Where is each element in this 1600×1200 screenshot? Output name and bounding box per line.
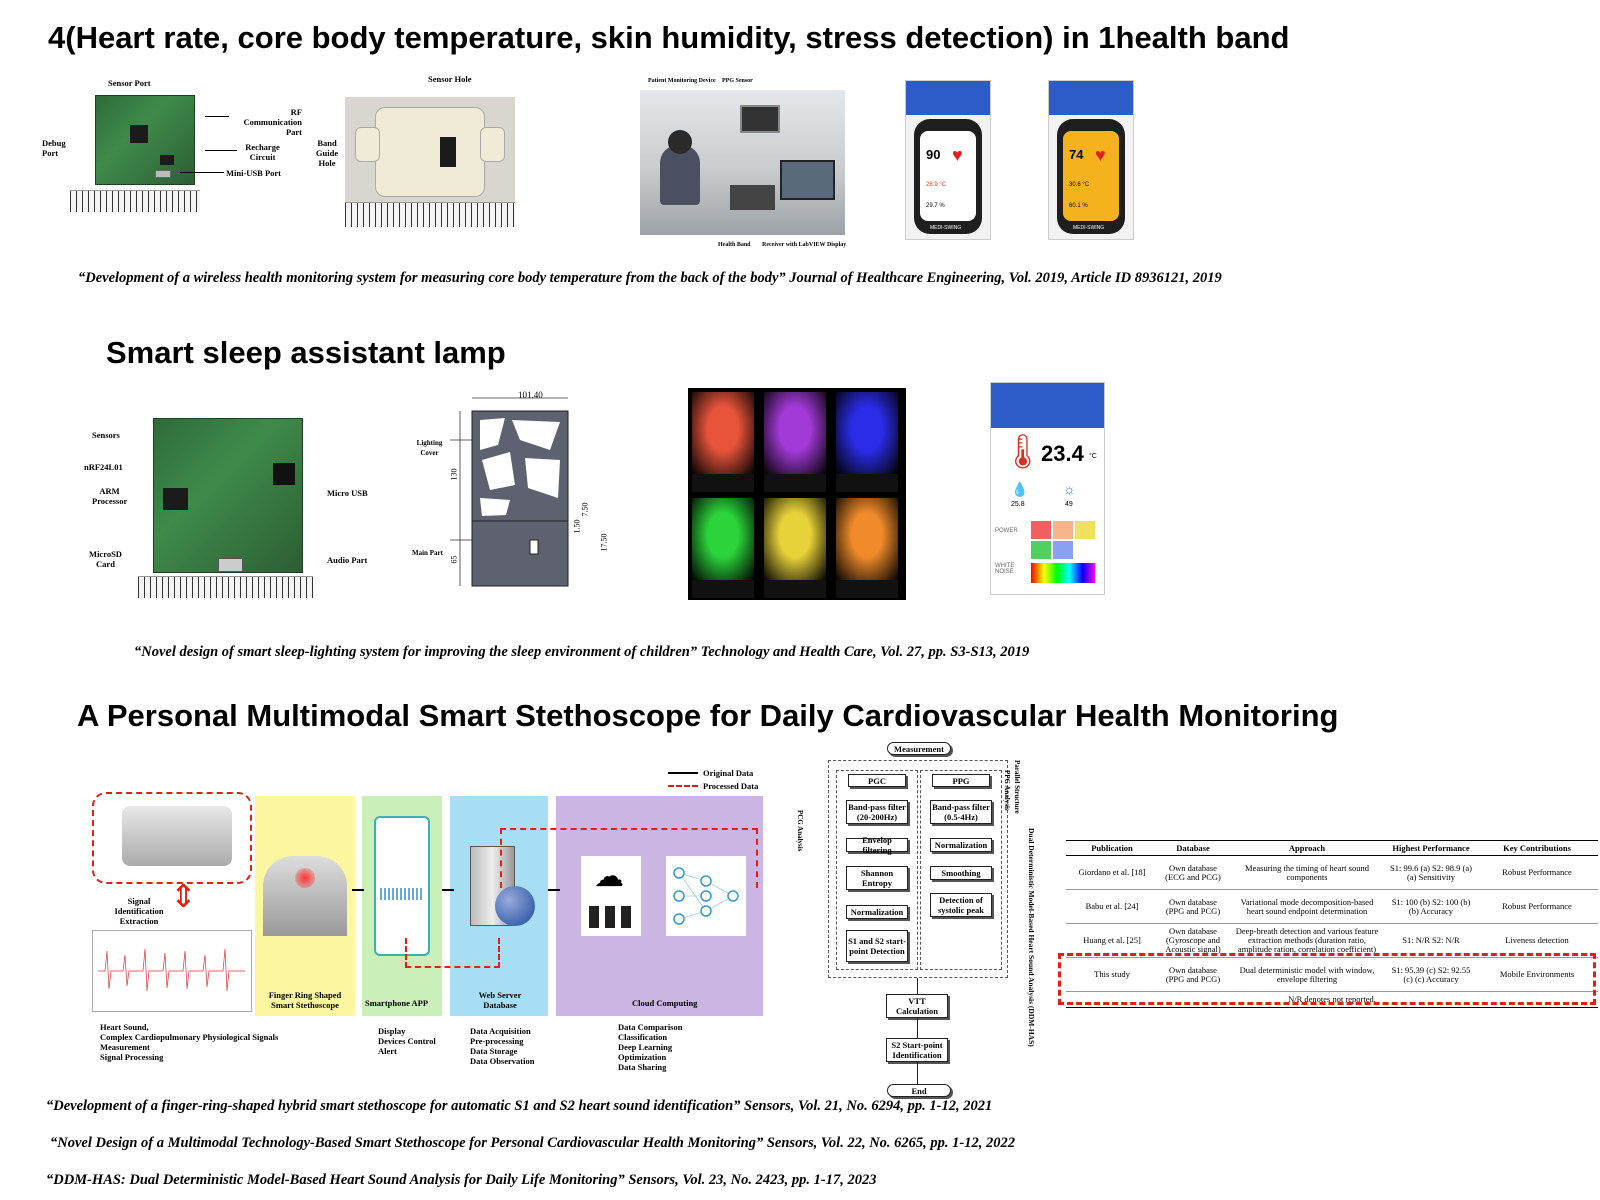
- lamp-purple: [764, 392, 826, 492]
- label-patient-monitor: Patient Monitoring Device: [648, 78, 716, 84]
- thermometer-icon: 🌡: [1001, 433, 1045, 471]
- app-panel: [362, 796, 442, 1016]
- bidirectional-arrow-icon: ⇕: [170, 878, 197, 914]
- sun-icon: ☼: [1063, 481, 1076, 497]
- label-micro-usb: Micro USB: [327, 488, 368, 498]
- flow-left-4: S1 and S2 start-point Detection: [846, 930, 908, 962]
- signal-plot: [92, 930, 252, 1012]
- heart-icon: ♥: [1095, 145, 1106, 165]
- label-sensor-hole: Sensor Hole: [428, 74, 472, 84]
- lamp-color-grid: [688, 388, 906, 600]
- parallel-structure-label: Parallel Structure: [1013, 760, 1021, 814]
- health-band-pcb-photo: [70, 85, 200, 225]
- app-temperature: 23.4: [1041, 441, 1084, 466]
- watch1-temp: 28.9 °C: [926, 182, 947, 188]
- watch2-brand: MEDI-SWING: [1073, 225, 1105, 231]
- ring-photo-callout: [92, 792, 252, 884]
- flow-connector: [917, 978, 918, 994]
- label-sensor-port: Sensor Port: [108, 78, 151, 88]
- legend-original: Original Data: [703, 768, 754, 778]
- color-swatch[interactable]: [1053, 521, 1073, 539]
- flow-vtt: VTT Calculation: [886, 994, 948, 1018]
- label-rf: RF Communication Part: [243, 107, 302, 137]
- arrow-2: [442, 889, 454, 891]
- section2-title: Smart sleep assistant lamp: [106, 335, 506, 370]
- label-health-band: Health Band: [718, 242, 751, 248]
- dim-width: 101.40: [518, 390, 543, 400]
- table-row-highlighted: This study Own database (PPG and PCG) Dual deterministic model with window, envelope filtering S1: 95.39 (c) S2: 92.55 (c) (c) Accuracy Mobile Environments: [1066, 958, 1598, 992]
- color-spectrum[interactable]: [1031, 563, 1095, 583]
- legend-processed: Processed Data: [703, 781, 759, 791]
- pcg-analysis-label: PCG Analysis: [796, 810, 804, 852]
- label-arm: ARM Processor: [92, 486, 128, 506]
- panel-signal-label: Signal Identification Extraction: [114, 896, 164, 926]
- lamp-red: [692, 392, 754, 492]
- list-server: Data Acquisition Pre-processing Data Storage Data Observation: [470, 1026, 535, 1066]
- label-receiver: Receiver with LabVIEW Display: [762, 242, 847, 248]
- color-swatch[interactable]: [1031, 521, 1051, 539]
- watch2-hum: 60.1 %: [1069, 203, 1088, 209]
- table-header: Highest Performance: [1386, 841, 1476, 856]
- label-sensors: Sensors: [92, 430, 120, 440]
- label-nrf: nRF24L01: [84, 462, 123, 472]
- app-temp-unit: °C: [1089, 453, 1097, 460]
- app-right-value: 49: [1065, 501, 1073, 508]
- flow-s2: S2 Start-point Identification: [886, 1038, 948, 1062]
- label-band-guide: Band Guide Hole: [315, 138, 339, 168]
- lamp-cad-drawing: [410, 390, 590, 605]
- label-audio: Audio Part: [327, 555, 368, 565]
- flow-connector: [917, 1018, 918, 1038]
- watch1-hum: 29.7 %: [926, 203, 945, 209]
- watch1-brand: MEDI-SWING: [930, 225, 962, 231]
- watch2-temp: 30.6 °C: [1069, 182, 1090, 188]
- label-main-part: Main Part: [412, 549, 443, 557]
- flow-right-2: Smoothing: [930, 866, 992, 880]
- app-left-value: 25.8: [1011, 501, 1025, 508]
- processed-data-path: [500, 828, 758, 888]
- list-cloud: Data Comparison Classification Deep Learning Optimization Data Sharing: [618, 1022, 683, 1072]
- dim-3: 17.50: [599, 533, 609, 552]
- watch1-hr: 90: [926, 147, 941, 162]
- label-microsd: MicroSD Card: [89, 549, 122, 569]
- white-noise-label: WHITE NOISE: [995, 563, 1015, 575]
- watch-app-screen-1: [905, 80, 991, 240]
- flow-ppg: PPG: [932, 774, 990, 787]
- table-row: Babu et al. [24] Own database (PPG and PCG) Variational mode decomposition-based heart sound endpoint determination S1: 100 (b) S2: 100 (b) (b) Accuracy Robust Performance: [1066, 890, 1598, 924]
- lab-experiment-photo: [640, 90, 845, 235]
- arrow-1: [352, 889, 364, 891]
- flow-right-0: Band-pass filter (0.5-4Hz): [930, 800, 992, 824]
- watch2-hr: 74: [1069, 147, 1084, 162]
- server-rack-icon: [589, 906, 633, 928]
- legend-original-line: [668, 772, 698, 774]
- section1-citation: “Development of a wireless health monitoring system for measuring core body temperature from the back of the body” Journal of Healthcare Engineering, Vol. 2019, Article ID 8936121, 2019: [78, 270, 1222, 286]
- health-band-case-photo: [345, 97, 515, 227]
- lamp-yellow: [764, 498, 826, 598]
- table-header: Publication: [1066, 841, 1158, 856]
- label-debug: Debug Port: [42, 138, 66, 158]
- color-swatch[interactable]: [1075, 521, 1095, 539]
- power-label: POWER: [995, 528, 1018, 534]
- section1-title: 4(Heart rate, core body temperature, skin humidity, stress detection) in 1health band: [48, 20, 1290, 55]
- dim-height: 130: [449, 468, 459, 481]
- lamp-orange: [836, 498, 898, 598]
- flow-left-3: Normalization: [846, 905, 908, 919]
- flow-end: End: [887, 1084, 951, 1097]
- panel-ring-label: Finger Ring Shaped Smart Stethoscope: [268, 990, 342, 1010]
- table-header: Database: [1158, 841, 1228, 856]
- panel-cloud-label: Cloud Computing: [632, 998, 698, 1008]
- ring-panel: [255, 796, 355, 1016]
- table-row: Giordano et al. [18] Own database (ECG and PCG) Measuring the timing of heart sound components S1: 99.6 (a) S2: 98.9 (a) (a) Sensitivity Robust Performance: [1066, 856, 1598, 890]
- dim-2: 1.50: [572, 519, 582, 534]
- table-header: Key Contributions: [1476, 841, 1598, 856]
- lamp-app-screen: [990, 382, 1105, 595]
- humidity-icon: 💧: [1011, 481, 1029, 497]
- flow-measurement: Measurement: [887, 742, 951, 755]
- label-lighting-cover: Lighting Cover: [416, 439, 443, 457]
- ddm-has-side-label: Dual Deterministic Model-Based Heart Sound Analysis (DDM-HAS): [1027, 828, 1036, 1047]
- panel-app-label: Smartphone APP: [365, 998, 429, 1008]
- list-left: Heart Sound, Complex Cardiopulmonary Physiological Signals Measurement Signal Processing: [100, 1022, 279, 1062]
- section3-title: A Personal Multimodal Smart Stethoscope for Daily Cardiovascular Health Monitoring: [77, 698, 1339, 733]
- flow-left-0: Band-pass filter (20-200Hz): [846, 800, 908, 824]
- globe-icon: [495, 886, 535, 926]
- label-mini-usb: Mini-USB Port: [226, 168, 282, 178]
- flow-pgc: PGC: [848, 774, 906, 787]
- processed-data-return: [405, 938, 500, 968]
- lamp-blue: [836, 392, 898, 492]
- flow-connector: [917, 1062, 918, 1084]
- flow-left-1: Envelop filtering: [846, 838, 908, 852]
- panel-server-label: Web Server Database: [478, 990, 522, 1010]
- legend-processed-line: [668, 785, 698, 787]
- color-swatch[interactable]: [1053, 541, 1073, 559]
- flow-left-2: Shannon Entropy: [846, 866, 908, 890]
- heart-icon: ♥: [952, 145, 963, 165]
- dim-1: 7.50: [580, 502, 590, 517]
- arrow-3: [548, 889, 560, 891]
- color-swatch[interactable]: [1031, 541, 1051, 559]
- this-study-highlight: [1058, 953, 1596, 1005]
- label-recharge: Recharge Circuit: [245, 142, 280, 162]
- lamp-green: [692, 498, 754, 598]
- cloud-icon: ☁: [594, 860, 624, 893]
- watch-app-screen-2: [1048, 80, 1134, 240]
- section3-citation-3: “DDM-HAS: Dual Deterministic Model-Based Heart Sound Analysis for Daily Life Monitoring” Sensors, Vol. 23, No. 2423, pp. 1-17, 2023: [46, 1172, 877, 1188]
- table-note: N/R denotes not reported.: [1066, 992, 1598, 1008]
- section2-citation: “Novel design of smart sleep-lighting system for improving the sleep environment of children” Technology and Health Care, Vol. 27, pp. S3-S13, 2019: [134, 644, 1030, 660]
- list-app: Display Devices Control Alert: [378, 1026, 436, 1056]
- lamp-pcb-photo: [138, 418, 313, 600]
- flow-right-3: Detection of systolic peak: [930, 893, 992, 917]
- dim-base: 65: [449, 555, 459, 564]
- table-header: Approach: [1228, 841, 1386, 856]
- label-ppg-sensor: PPG Sensor: [722, 78, 753, 84]
- flow-right-1: Normalization: [930, 838, 992, 852]
- ppg-analysis-label: PPG Analysis: [1003, 770, 1011, 811]
- section3-citation-2: “Novel Design of a Multimodal Technology-Based Smart Stethoscope for Personal Cardiovascular Health Monitoring” Sensors, Vol. 22, No. 6265, pp. 1-12, 2022: [50, 1135, 1015, 1151]
- section3-citation-1: “Development of a finger-ring-shaped hybrid smart stethoscope for automatic S1 and S2 heart sound identification” Sensors, Vol. 21, No. 6294, pp. 1-12, 2021: [46, 1098, 993, 1114]
- table-row: Huang et al. [25] Own database (Gyroscope and Acoustic signal) Deep-breath detection and various feature extraction methods (duration ratio, amplitude ration, correlation coefficient) S1: N/R S2: N/R Liveness detection: [1066, 924, 1598, 958]
